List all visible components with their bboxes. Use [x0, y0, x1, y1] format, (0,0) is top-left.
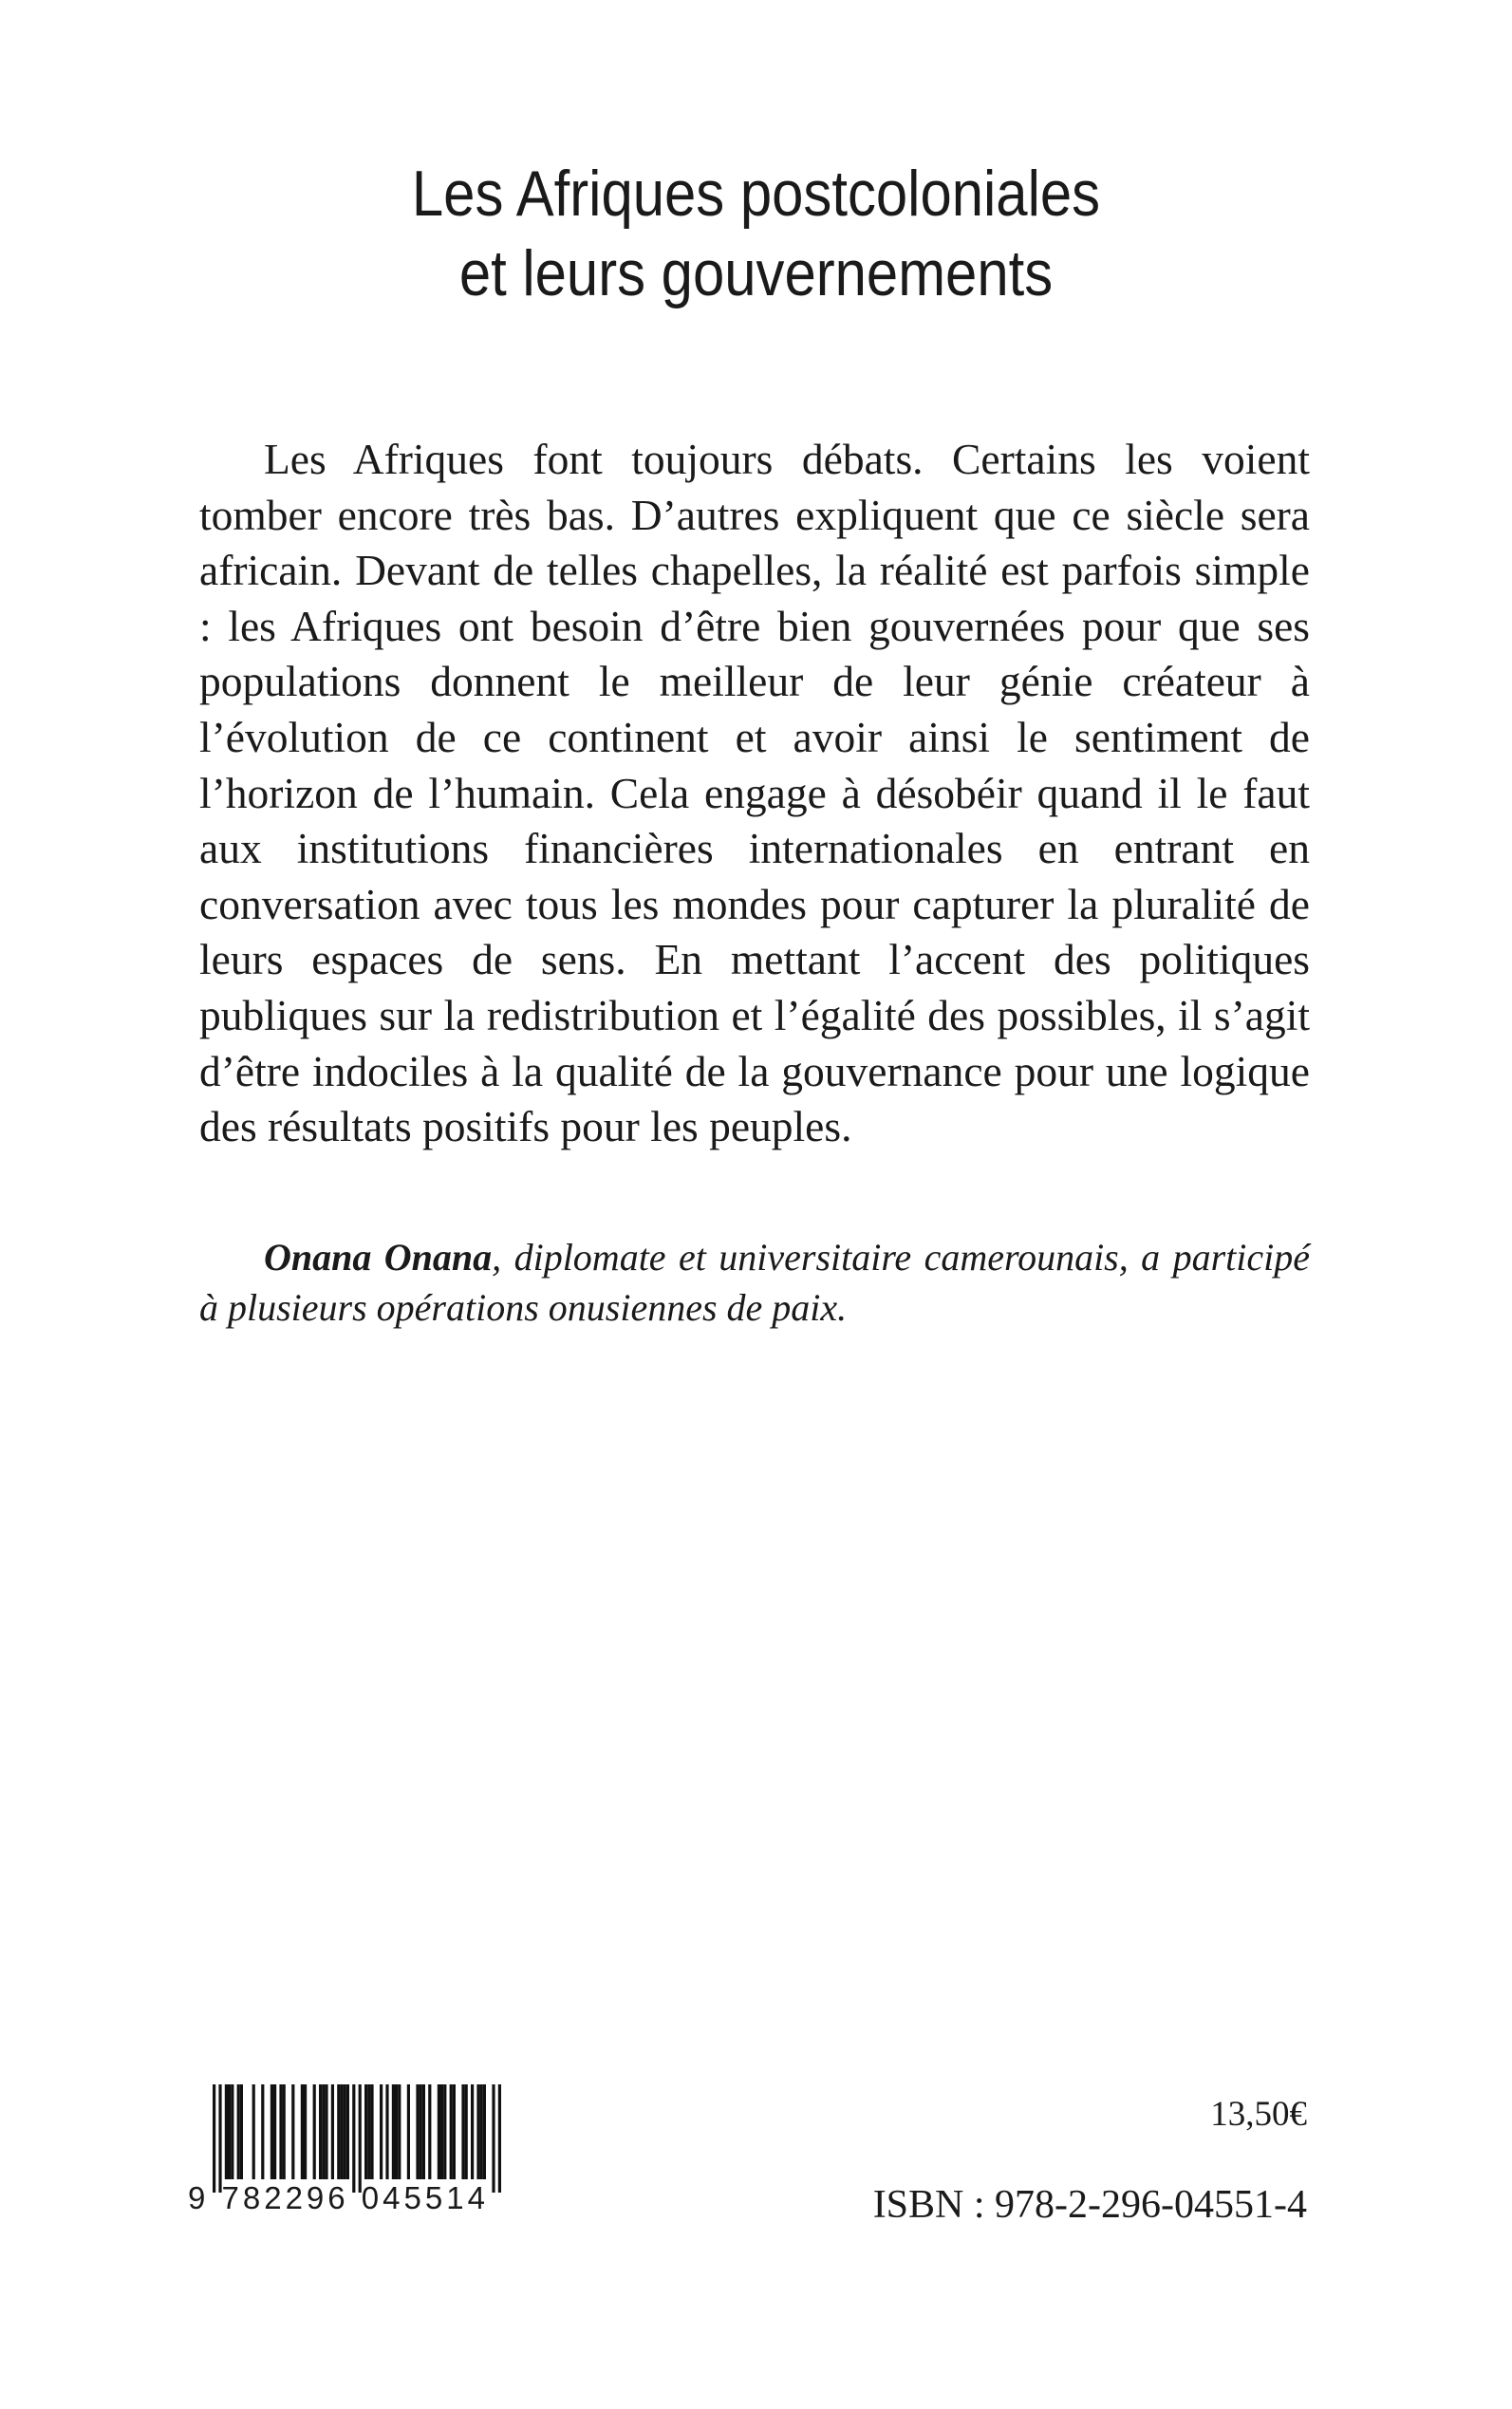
- barcode-bar: [271, 2084, 273, 2179]
- book-title: [91, 154, 1422, 313]
- barcode-bars: [188, 2084, 507, 2193]
- barcode-bar: [398, 2084, 401, 2179]
- barcode-bar: [346, 2084, 349, 2179]
- barcode-bar: [218, 2084, 221, 2193]
- isbn: ISBN : 978-2-296-04551-4: [872, 2183, 1307, 2227]
- barcode-bar: [240, 2084, 243, 2179]
- barcode-bar: [367, 2084, 370, 2179]
- barcode-bar: [252, 2084, 255, 2179]
- barcode-digits: 9 782296 045514: [188, 2180, 489, 2215]
- barcode-bar: [440, 2084, 443, 2179]
- barcode-bar: [228, 2084, 231, 2179]
- barcode-bar: [279, 2084, 282, 2179]
- barcode-bar: [492, 2084, 495, 2193]
- barcode-bar: [422, 2084, 425, 2179]
- author-name: Onana Onana: [264, 1236, 493, 1279]
- barcode-bar: [225, 2084, 228, 2179]
- barcode-bar: [453, 2084, 456, 2179]
- book-title-line-2: et leurs gouvernements: [458, 236, 1054, 309]
- barcode-bar: [273, 2084, 276, 2179]
- barcode-bar: [385, 2084, 388, 2179]
- author-description: , diplomate et universitaire camerounais, a participé à plusieurs opérations onusiennes de paix.: [199, 1236, 1310, 1329]
- barcode-bar: [304, 2084, 307, 2179]
- barcode-bar: [322, 2084, 325, 2179]
- barcode-bar: [392, 2084, 395, 2179]
- barcode-bar: [359, 2084, 362, 2193]
- barcode-bar: [364, 2084, 367, 2179]
- price: 13,50€: [1210, 2095, 1307, 2134]
- barcode-bar: [480, 2084, 483, 2179]
- barcode-bar: [420, 2084, 422, 2179]
- barcode-bar: [231, 2084, 233, 2179]
- barcode-bar: [407, 2084, 410, 2179]
- barcode-bar: [213, 2084, 215, 2193]
- barcode-bar: [337, 2084, 340, 2179]
- barcode-bar: [380, 2084, 383, 2179]
- barcode-bar: [325, 2084, 327, 2179]
- barcode-bar: [438, 2084, 440, 2179]
- barcode-bar: [319, 2084, 322, 2179]
- barcode-bar: [416, 2084, 419, 2179]
- barcode-bar: [352, 2084, 355, 2193]
- barcode-bar: [476, 2084, 479, 2179]
- barcode-bar: [498, 2084, 501, 2193]
- barcode-bar: [340, 2084, 343, 2179]
- barcode-bar: [450, 2084, 453, 2179]
- barcode-bar: [370, 2084, 373, 2179]
- barcode-bar: [301, 2084, 304, 2179]
- barcode-bar: [291, 2084, 294, 2179]
- barcode-bar: [471, 2084, 474, 2179]
- book-title-line-1: Les Afriques postcoloniales: [411, 157, 1101, 230]
- barcode-bar: [465, 2084, 468, 2179]
- barcode-bar: [443, 2084, 446, 2179]
- barcode-bar: [283, 2084, 286, 2179]
- barcode-bar: [395, 2084, 398, 2179]
- barcode-bar: [344, 2084, 346, 2179]
- barcode-bar: [461, 2084, 464, 2179]
- author-bio: [199, 1232, 1310, 1333]
- barcode-bar: [261, 2084, 264, 2179]
- barcode-bar: [483, 2084, 486, 2179]
- barcode-bar: [237, 2084, 240, 2179]
- barcode-bar: [428, 2084, 431, 2179]
- barcode-bar: [331, 2084, 334, 2179]
- back-cover-blurb: Les Afriques font toujours débats. Certains les voient tomber encore très bas. D’autres expliquent que ce siècle sera africain. Devant de telles chapelles, la réalité est parfois simple : les Afriques ont besoin d’être bien gouvernées pour que ses populations donnent le meilleur de leur génie créateur à l’évolution de ce continent et avoir ainsi le sentiment de l’horizon de l’humain. Cela engage à désobéir quand il le faut aux institutions financières internationales en entrant en conversation avec tous les mondes pour capturer la pluralité de leurs espaces de sens. En mettant l’accent des politiques publiques sur la redistribution et l’égalité des possibles, il s’agit d’être indociles à la qualité de la gouvernance pour une logique des résultats positifs pour les peuples.: [199, 435, 1310, 1151]
- barcode-bar: [313, 2084, 316, 2179]
